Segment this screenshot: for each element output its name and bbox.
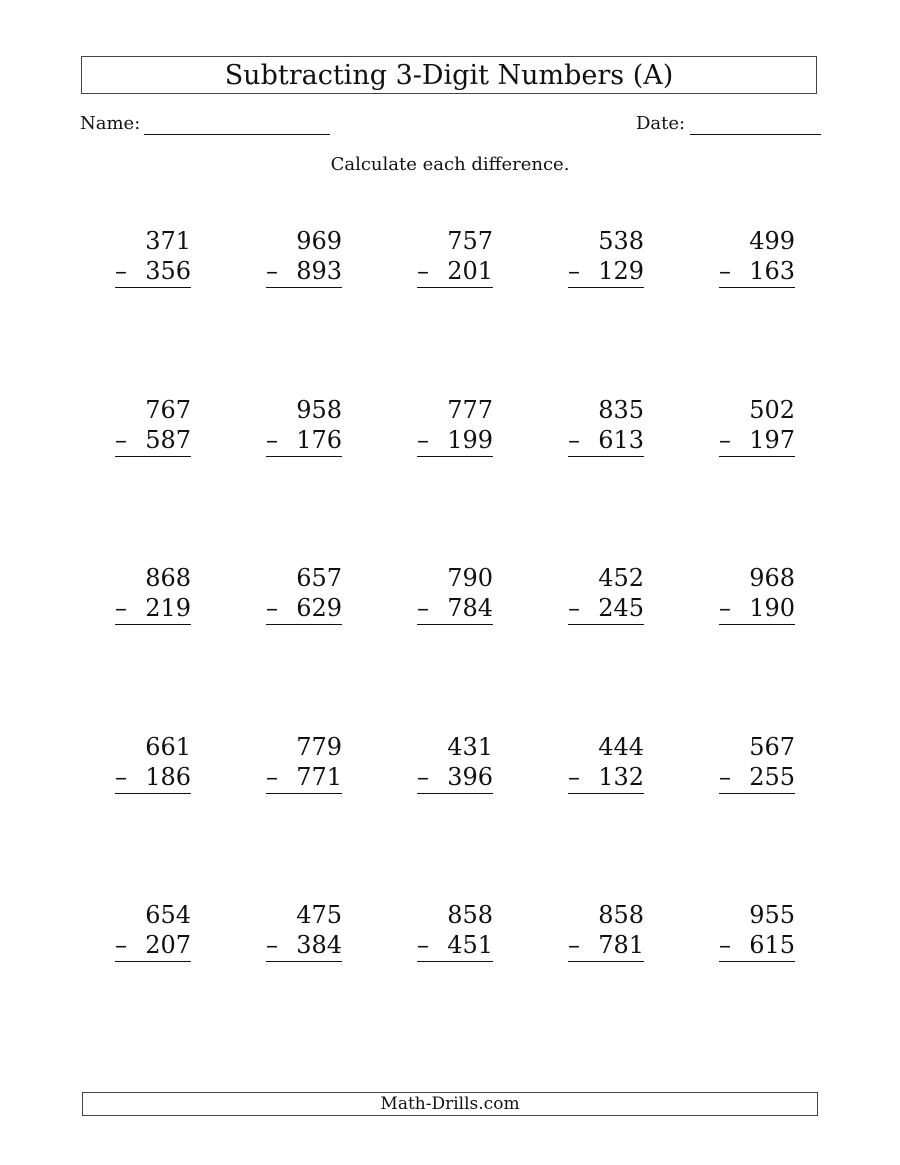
subtrahend-row (417, 762, 493, 794)
minuend: 767 (145, 395, 191, 424)
subtrahend: 219 (145, 594, 191, 622)
subtrahend: 629 (296, 594, 342, 622)
subtraction-problem (343, 732, 494, 901)
subtrahend: 771 (296, 762, 342, 791)
minus-sign: – (266, 762, 278, 791)
minus-sign: – (568, 257, 580, 285)
minuend: 858 (447, 901, 493, 929)
subtrahend: 396 (447, 762, 493, 791)
subtraction-problem (343, 395, 494, 564)
subtrahend: 781 (598, 931, 644, 959)
subtraction-problem (645, 732, 796, 901)
subtrahend: 356 (145, 257, 191, 285)
minus-sign: – (568, 425, 580, 454)
minuend: 661 (145, 732, 191, 761)
subtrahend-row (266, 762, 342, 794)
subtrahend: 893 (296, 257, 342, 285)
subtraction-problem (41, 563, 192, 732)
minus-sign: – (417, 257, 429, 285)
minuend: 969 (296, 227, 342, 255)
minus-sign: – (417, 762, 429, 791)
minus-sign: – (266, 425, 278, 454)
subtrahend-row (417, 256, 493, 288)
subtrahend-row (568, 930, 644, 962)
subtrahend-row (417, 425, 493, 457)
minus-sign: – (719, 931, 731, 959)
minus-sign: – (266, 257, 278, 285)
subtrahend-row (568, 762, 644, 794)
subtrahend-row (417, 930, 493, 962)
footer-credit: Math-Drills.com (82, 1092, 818, 1116)
subtraction-problem (192, 563, 343, 732)
subtrahend-row (568, 593, 644, 625)
subtraction-problem (192, 226, 343, 395)
subtraction-problem (645, 900, 796, 1069)
subtrahend-row (266, 425, 342, 457)
minuend: 371 (145, 227, 191, 255)
minus-sign: – (115, 762, 127, 791)
minus-sign: – (417, 931, 429, 959)
minuend: 538 (598, 227, 644, 255)
minuend: 955 (749, 901, 795, 929)
subtrahend: 613 (598, 425, 644, 454)
subtrahend: 190 (749, 594, 795, 622)
subtraction-problem (192, 900, 343, 1069)
minus-sign: – (266, 931, 278, 959)
subtrahend-row (115, 425, 191, 457)
subtrahend: 245 (598, 594, 644, 622)
minuend: 958 (296, 395, 342, 424)
minus-sign: – (115, 257, 127, 285)
date-label: Date: (636, 113, 686, 134)
subtrahend-row (719, 762, 795, 794)
subtraction-problem (645, 395, 796, 564)
subtraction-problem (41, 395, 192, 564)
minuend: 567 (749, 732, 795, 761)
minus-sign: – (719, 762, 731, 791)
subtraction-problem (41, 900, 192, 1069)
subtrahend: 186 (145, 762, 191, 791)
subtrahend: 384 (296, 931, 342, 959)
problem-grid (0, 226, 796, 1069)
minuend: 444 (598, 732, 644, 761)
subtraction-problem (494, 395, 645, 564)
minus-sign: – (568, 931, 580, 959)
minuend: 777 (447, 395, 493, 424)
subtraction-problem (494, 563, 645, 732)
name-label: Name: (80, 113, 141, 134)
subtrahend: 132 (598, 762, 644, 791)
subtrahend-row (568, 425, 644, 457)
subtrahend-row (719, 256, 795, 288)
subtrahend-row (417, 593, 493, 625)
minuend: 790 (447, 564, 493, 592)
minus-sign: – (115, 425, 127, 454)
subtrahend-row (266, 930, 342, 962)
minus-sign: – (266, 594, 278, 622)
subtrahend: 163 (749, 257, 795, 285)
minus-sign: – (719, 425, 731, 454)
subtrahend-row (115, 930, 191, 962)
subtrahend-row (266, 593, 342, 625)
subtrahend-row (719, 425, 795, 457)
subtrahend: 615 (749, 931, 795, 959)
minuend: 779 (296, 732, 342, 761)
minuend: 452 (598, 564, 644, 592)
minuend: 858 (598, 901, 644, 929)
minuend: 657 (296, 564, 342, 592)
subtrahend: 207 (145, 931, 191, 959)
instructions: Calculate each difference. (330, 154, 570, 175)
minus-sign: – (719, 594, 731, 622)
minuend: 431 (447, 732, 493, 761)
subtraction-problem (343, 563, 494, 732)
subtrahend: 201 (447, 257, 493, 285)
minus-sign: – (568, 594, 580, 622)
minus-sign: – (417, 425, 429, 454)
name-line[interactable] (144, 134, 330, 135)
subtraction-problem (41, 226, 192, 395)
minus-sign: – (568, 762, 580, 791)
subtraction-problem (645, 563, 796, 732)
subtrahend: 197 (749, 425, 795, 454)
minuend: 835 (598, 395, 644, 424)
subtrahend-row (266, 256, 342, 288)
minus-sign: – (417, 594, 429, 622)
subtrahend-row (719, 593, 795, 625)
subtrahend-row (719, 930, 795, 962)
subtraction-problem (494, 732, 645, 901)
subtrahend-row (115, 762, 191, 794)
minus-sign: – (115, 594, 127, 622)
subtrahend: 587 (145, 425, 191, 454)
minus-sign: – (719, 257, 731, 285)
subtraction-problem (41, 732, 192, 901)
subtrahend: 176 (296, 425, 342, 454)
subtraction-problem (192, 732, 343, 901)
subtraction-problem (343, 226, 494, 395)
subtrahend: 199 (447, 425, 493, 454)
subtrahend: 784 (447, 594, 493, 622)
minuend: 868 (145, 564, 191, 592)
subtraction-problem (343, 900, 494, 1069)
subtrahend-row (568, 256, 644, 288)
minuend: 475 (296, 901, 342, 929)
subtraction-problem (494, 900, 645, 1069)
minuend: 968 (749, 564, 795, 592)
subtraction-problem (494, 226, 645, 395)
subtrahend: 129 (598, 257, 644, 285)
subtrahend: 255 (749, 762, 795, 791)
minuend: 502 (749, 395, 795, 424)
worksheet-title: Subtracting 3-Digit Numbers (A) (81, 56, 817, 94)
subtraction-problem (192, 395, 343, 564)
minuend: 499 (749, 227, 795, 255)
subtraction-problem (645, 226, 796, 395)
minuend: 757 (447, 227, 493, 255)
subtrahend: 451 (447, 931, 493, 959)
minus-sign: – (115, 931, 127, 959)
subtrahend-row (115, 593, 191, 625)
minuend: 654 (145, 901, 191, 929)
date-line[interactable] (690, 134, 821, 135)
subtrahend-row (115, 256, 191, 288)
